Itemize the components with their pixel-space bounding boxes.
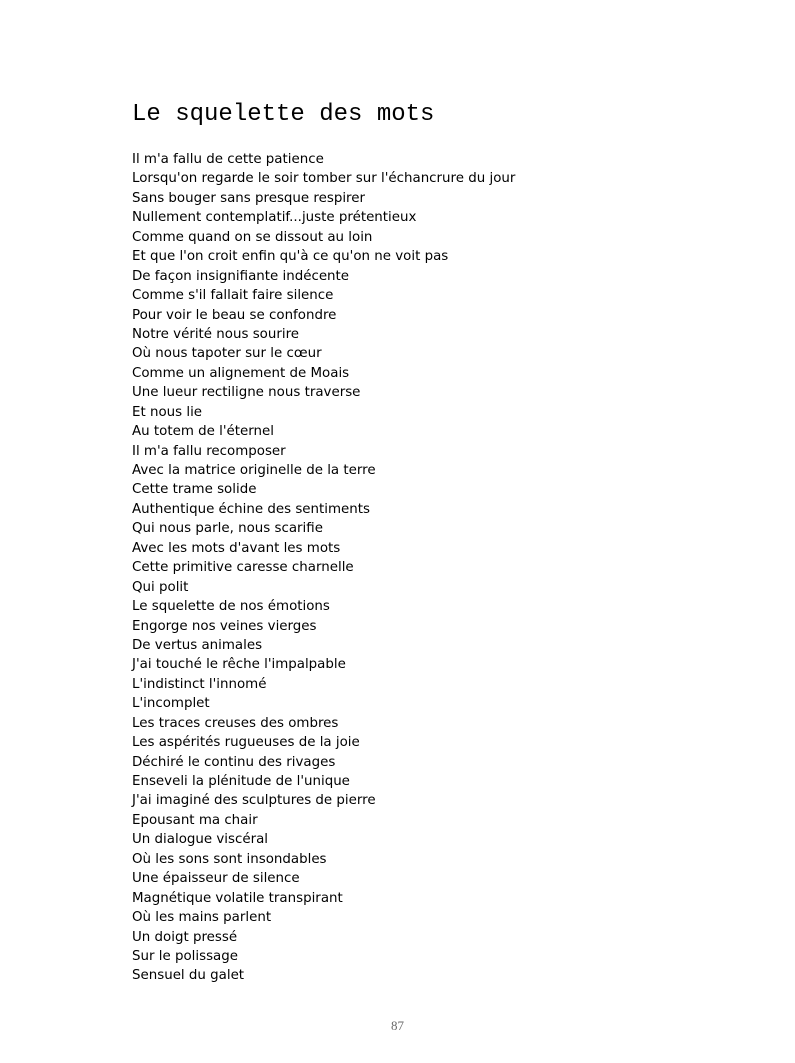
- poem-line: Pour voir le beau se confondre: [132, 307, 337, 323]
- poem-line: De vertus animales: [132, 637, 263, 653]
- poem-body: [132, 150, 515, 986]
- poem-line: L'incomplet: [132, 696, 210, 712]
- poem-line: Il m'a fallu recomposer: [132, 443, 286, 459]
- poem-line: Cette primitive caresse charnelle: [132, 560, 354, 576]
- poem-line: Sensuel du galet: [132, 968, 245, 984]
- poem-line: Magnétique volatile transpirant: [132, 890, 343, 906]
- poem-line: Qui nous parle, nous scarifie: [132, 521, 323, 537]
- poem-line: Comme quand on se dissout au loin: [132, 229, 373, 245]
- poem-line: Sur le polissage: [132, 948, 238, 964]
- poem-line: J'ai imaginé des sculptures de pierre: [132, 793, 376, 809]
- poem-line: Les aspérités rugueuses de la joie: [132, 735, 360, 751]
- poem-line: Enseveli la plénitude de l'unique: [132, 774, 350, 789]
- poem-line: Epousant ma chair: [132, 812, 258, 828]
- poem-line: Et que l'on croit enfin qu'à ce qu'on ne voit pas: [132, 249, 449, 265]
- poem-line: Sans bouger sans presque respirer: [132, 190, 366, 206]
- poem-line: Le squelette de nos émotions: [132, 599, 330, 615]
- poem-line: Lorsqu'on regarde le soir tomber sur l'échancrure du jour: [132, 171, 516, 187]
- poem-line: Notre vérité nous sourire: [132, 326, 300, 342]
- poem-line: Et nous lie: [132, 404, 203, 420]
- poem-line: J'ai touché le rêche l'impalpable: [132, 657, 346, 673]
- poem-line: Un doigt pressé: [132, 929, 238, 945]
- poem-line: Un dialogue viscéral: [132, 832, 269, 848]
- poem-line: Une épaisseur de silence: [132, 871, 300, 887]
- poem-line: Une lueur rectiligne nous traverse: [132, 385, 361, 401]
- poem-line: Cette trame solide: [132, 482, 257, 498]
- poem-line: Avec les mots d'avant les mots: [132, 540, 341, 556]
- poem-title: Le squelette des mots: [132, 101, 435, 128]
- poem-line: Où les sons sont insondables: [132, 851, 327, 867]
- poem-line: Les traces creuses des ombres: [132, 715, 339, 731]
- poem-line: Avec la matrice originelle de la terre: [132, 463, 376, 478]
- poem-line: Authentique échine des sentiments: [132, 501, 370, 517]
- poem-line: Engorge nos veines vierges: [132, 618, 317, 634]
- poem-line: Qui polit: [132, 579, 189, 595]
- poem-line: Il m'a fallu de cette patience: [132, 152, 324, 167]
- poem-line: Nullement contemplatif...juste prétentieux: [132, 210, 417, 226]
- poem-line: Où nous tapoter sur le cœur: [132, 346, 322, 362]
- page-number: 87: [391, 1018, 404, 1033]
- poem-line: Comme s'il fallait faire silence: [132, 288, 334, 304]
- poem-line: Déchiré le continu des rivages: [132, 754, 336, 770]
- poem-line: Où les mains parlent: [132, 910, 272, 926]
- poem-line: De façon insignifiante indécente: [132, 268, 350, 284]
- poem-line: Au totem de l'éternel: [132, 424, 274, 440]
- poem-line: Comme un alignement de Moais: [132, 365, 350, 381]
- poem-line: L'indistinct l'innomé: [132, 676, 267, 692]
